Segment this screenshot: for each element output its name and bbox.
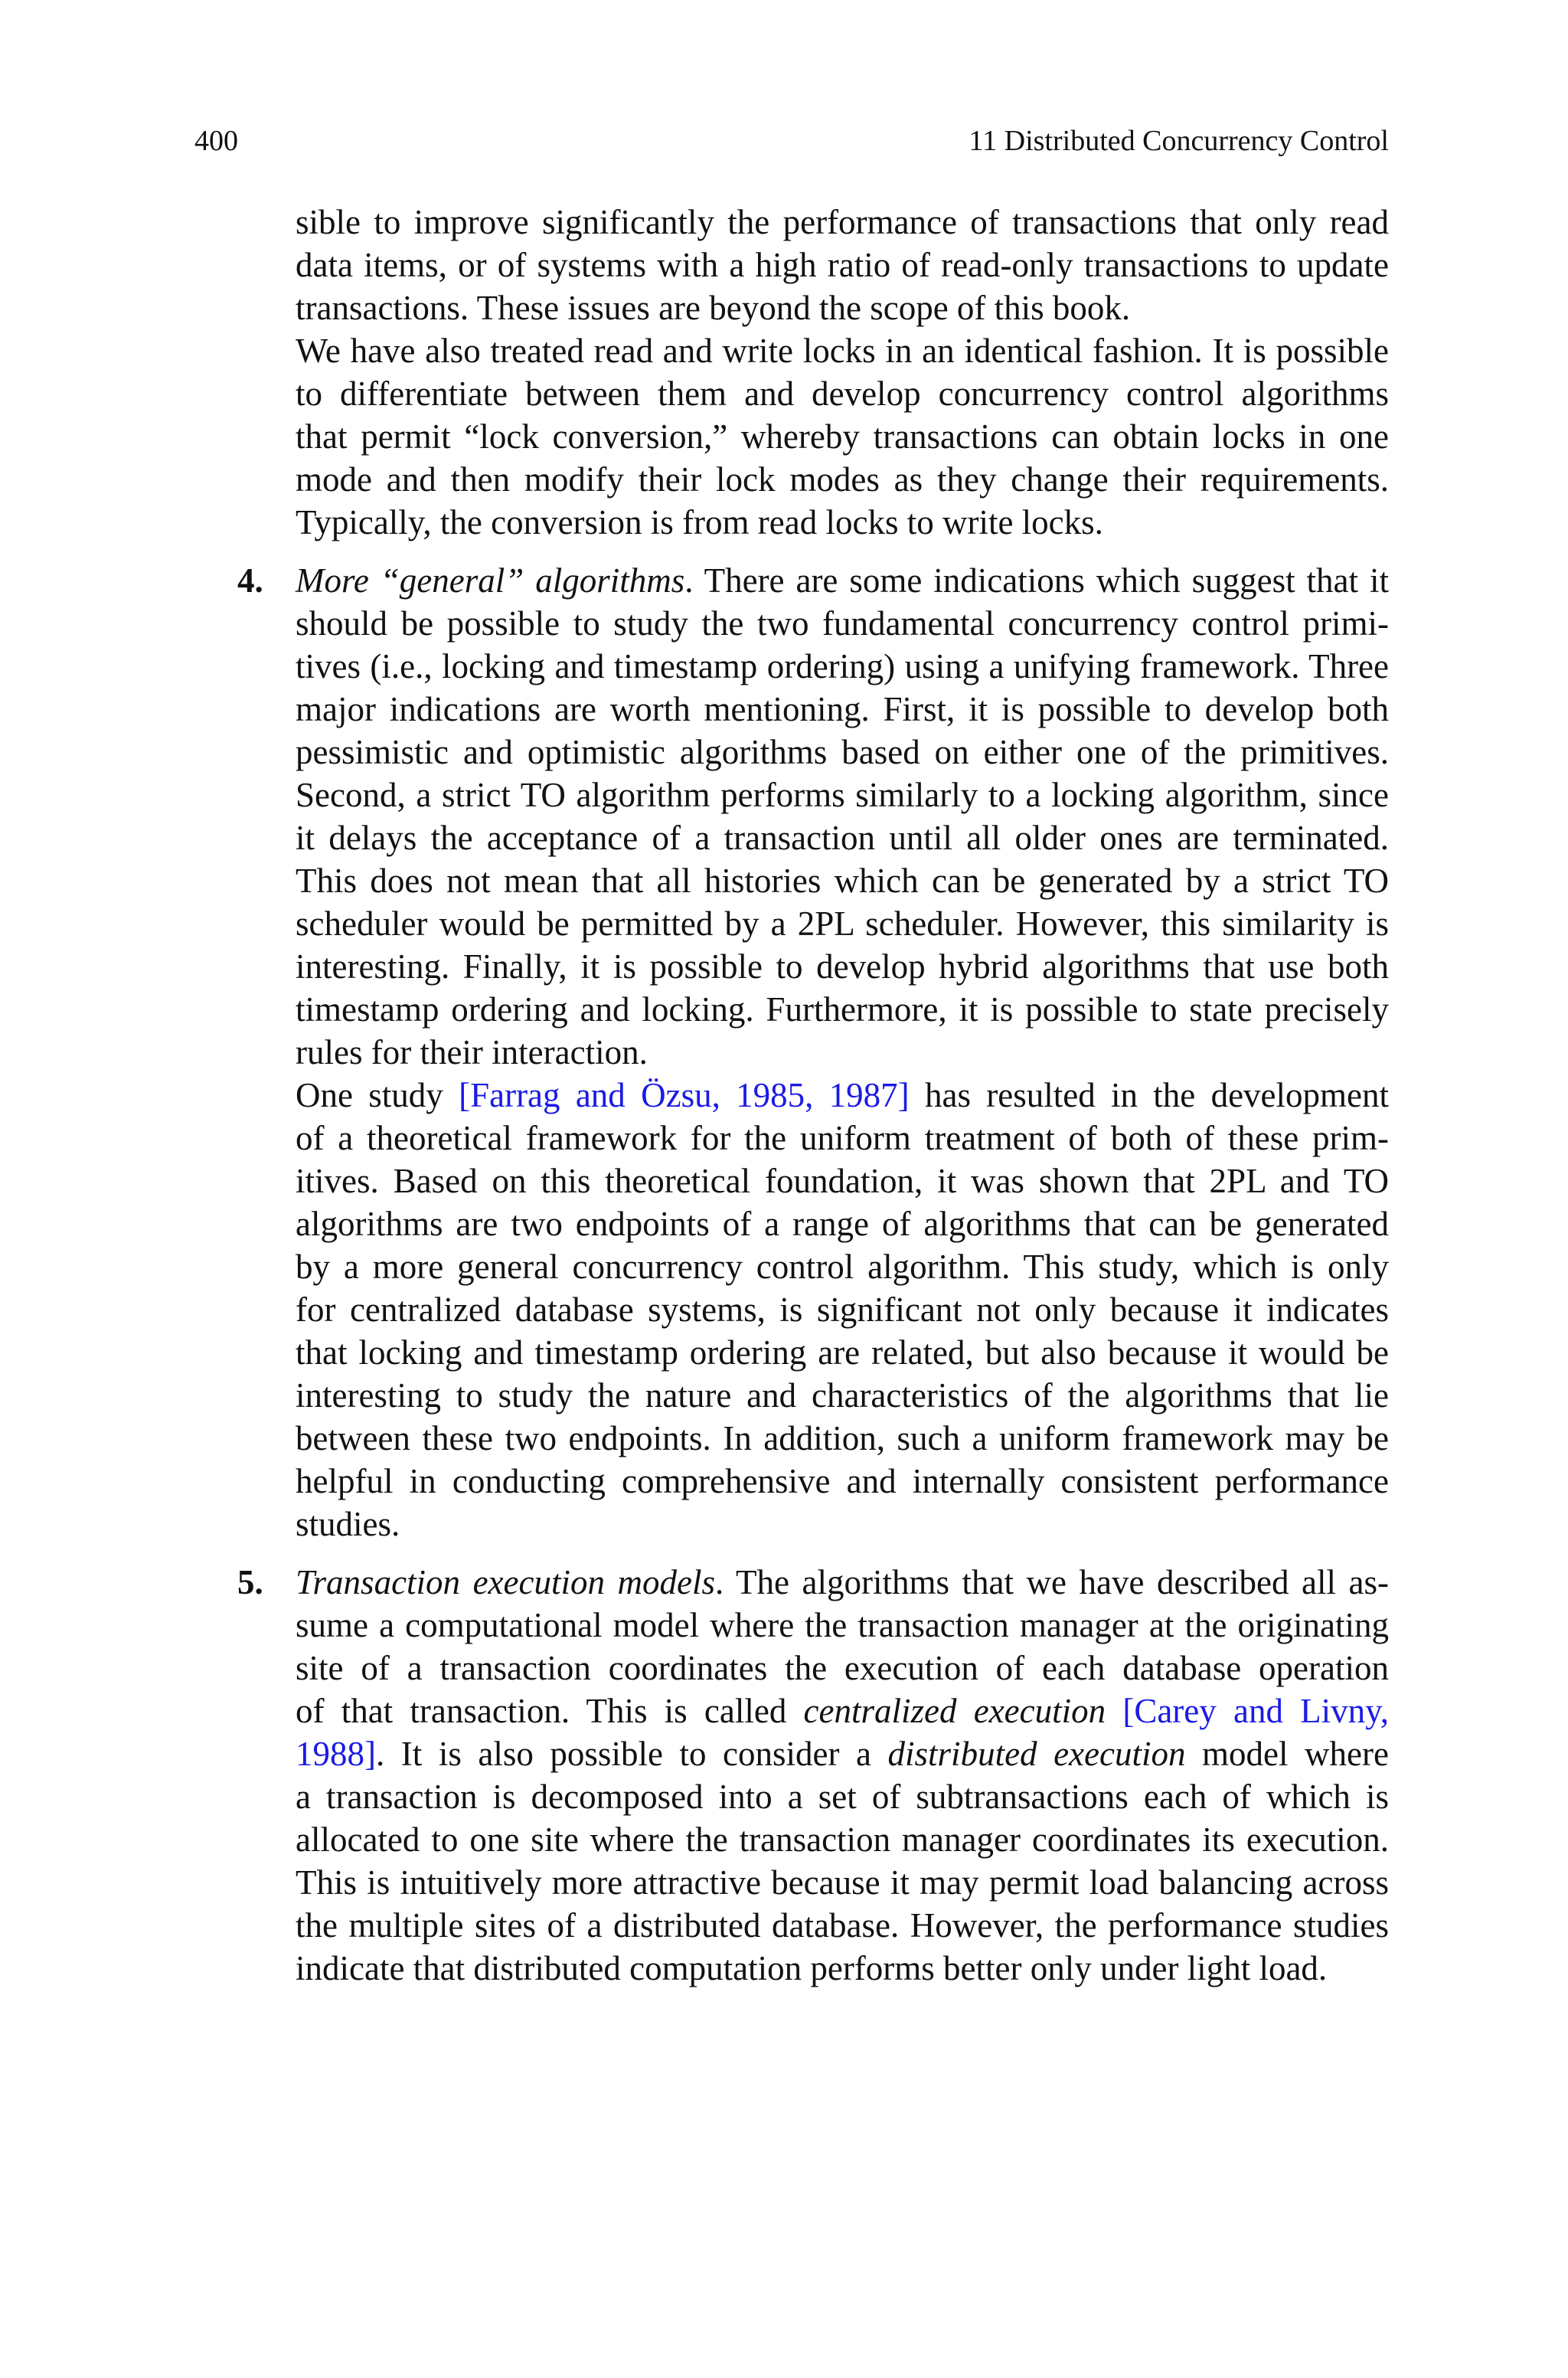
text-line	[296, 1732, 1389, 1775]
text-span: This is intuitively more attractive because it may permit load balancing across	[296, 1863, 1389, 1902]
text-line	[296, 1417, 1389, 1460]
text-span: between these two endpoints. In addition, such a uniform framework may be	[296, 1419, 1389, 1457]
text-span: pessimistic and optimistic algorithms based on either one of the primitives.	[296, 733, 1389, 771]
text-span: interesting. Finally, it is possible to develop hybrid algorithms that use both	[296, 947, 1389, 986]
text-span: . It is also possible to consider a	[376, 1735, 888, 1773]
text-span: . There are some indications which suggest that it	[684, 561, 1389, 600]
text-line	[296, 945, 1389, 988]
text-span: the multiple sites of a distributed database. However, the performance studies	[296, 1906, 1389, 1945]
text-line	[296, 602, 1389, 645]
text-span: rules for their interaction.	[296, 1033, 648, 1071]
text-span: model where	[1185, 1735, 1389, 1773]
citation-link[interactable]: [Carey and Livny,	[1122, 1692, 1389, 1730]
text-span: . The algorithms that we have described all as-	[715, 1563, 1389, 1601]
text-span: a transaction is decomposed into a set of subtransactions each of which is	[296, 1778, 1389, 1816]
citation-link[interactable]: 1988]	[296, 1735, 376, 1773]
text-span: of that transaction. This is called	[296, 1692, 804, 1730]
text-line	[296, 1503, 1389, 1546]
text-span: data items, or of systems with a high ratio of read-only transactions to update	[296, 246, 1389, 284]
text-span: indicate that distributed computation performs better only under light load.	[296, 1949, 1328, 1987]
list-item-number: 5.	[237, 1563, 263, 1601]
text-line	[296, 645, 1389, 688]
text-span: allocated to one site where the transaction manager coordinates its execution.	[296, 1820, 1389, 1859]
text-line	[296, 1245, 1389, 1288]
text-line	[296, 1074, 1389, 1117]
text-span: that permit “lock conversion,” whereby transactions can obtain locks in one	[296, 417, 1389, 456]
text-span: for centralized database systems, is significant not only because it indicates	[296, 1290, 1389, 1329]
italic-text: distributed execution	[887, 1735, 1186, 1773]
text-line	[296, 1374, 1389, 1417]
text-span: itives. Based on this theoretical foundation, it was shown that 2PL and TO	[296, 1162, 1389, 1200]
text-line	[296, 329, 1389, 372]
text-span: algorithms are two endpoints of a range of algorithms that can be generated	[296, 1205, 1389, 1243]
text-line	[296, 1117, 1389, 1160]
list-item	[237, 559, 1389, 1074]
text-span: studies.	[296, 1505, 400, 1543]
text-span	[1106, 1692, 1122, 1730]
text-span: sible to improve significantly the performance of transactions that only read	[296, 203, 1389, 241]
text-line	[296, 859, 1389, 902]
text-line	[296, 372, 1389, 415]
text-span: One study	[296, 1076, 459, 1114]
text-span: transactions. These issues are beyond the scope of this book.	[296, 289, 1131, 327]
citation-link[interactable]: [Farrag and Özsu, 1985, 1987]	[459, 1076, 910, 1114]
page-number: 400	[194, 125, 238, 157]
list-item-number: 4.	[237, 561, 263, 600]
text-span: Second, a strict TO algorithm performs similarly to a locking algorithm, since	[296, 776, 1389, 814]
text-line	[296, 688, 1389, 731]
text-line	[296, 816, 1389, 859]
text-line	[296, 774, 1389, 816]
text-line	[296, 559, 1389, 602]
text-span: timestamp ordering and locking. Furthermore, it is possible to state precisely	[296, 990, 1389, 1029]
text-line	[296, 286, 1389, 329]
text-line	[296, 1904, 1389, 1947]
text-span: mode and then modify their lock modes as they change their requirements.	[296, 460, 1389, 499]
text-line	[296, 1647, 1389, 1689]
text-span: We have also treated read and write locks in an identical fashion. It is possible	[296, 332, 1389, 370]
text-line	[296, 1689, 1389, 1732]
text-line	[296, 201, 1389, 244]
text-line	[296, 1460, 1389, 1503]
text-span: by a more general concurrency control algorithm. This study, which is only	[296, 1248, 1389, 1286]
list-item	[237, 1561, 1389, 1990]
text-span: site of a transaction coordinates the execution of each database operation	[296, 1649, 1389, 1687]
running-head: 11 Distributed Concurrency Control	[969, 125, 1389, 157]
text-line	[296, 1331, 1389, 1374]
body-text	[237, 201, 1390, 1990]
text-line	[296, 1561, 1389, 1604]
text-span: helpful in conducting comprehensive and internally consistent performance	[296, 1462, 1389, 1500]
text-span: of a theoretical framework for the uniform treatment of both of these prim-	[296, 1119, 1389, 1157]
text-line	[296, 1604, 1389, 1647]
text-line	[296, 731, 1389, 774]
text-line	[296, 1288, 1389, 1331]
text-line	[296, 1861, 1389, 1904]
text-span: that locking and timestamp ordering are related, but also because it would be	[296, 1333, 1389, 1372]
text-span: Typically, the conversion is from read locks to write locks.	[296, 503, 1103, 541]
text-line	[296, 1947, 1389, 1990]
text-span: should be possible to study the two fundamental concurrency control primi-	[296, 604, 1389, 643]
paragraph	[296, 1074, 1389, 1546]
text-line	[296, 1818, 1389, 1861]
text-span: interesting to study the nature and characteristics of the algorithms that lie	[296, 1376, 1389, 1415]
text-span: sume a computational model where the transaction manager at the originating	[296, 1606, 1389, 1644]
italic-text: Transaction execution models	[296, 1563, 716, 1601]
text-line	[296, 458, 1389, 501]
text-span: major indications are worth mentioning. First, it is possible to develop both	[296, 690, 1389, 728]
text-span: to differentiate between them and develop concurrency control algorithms	[296, 375, 1389, 413]
text-line	[296, 244, 1389, 286]
text-line	[296, 1160, 1389, 1202]
text-line	[296, 988, 1389, 1031]
italic-text: More “general” algorithms	[296, 561, 685, 600]
text-span: This does not mean that all histories which can be generated by a strict TO	[296, 862, 1389, 900]
text-line	[296, 415, 1389, 458]
text-line	[296, 1775, 1389, 1818]
text-line	[296, 902, 1389, 945]
text-span: it delays the acceptance of a transaction until all older ones are terminated.	[296, 819, 1389, 857]
text-span: scheduler would be permitted by a 2PL scheduler. However, this similarity is	[296, 904, 1389, 943]
italic-text: centralized execution	[803, 1692, 1106, 1730]
paragraph	[296, 329, 1389, 544]
text-line	[296, 1202, 1389, 1245]
text-span: tives (i.e., locking and timestamp ordering) using a unifying framework. Three	[296, 647, 1389, 685]
text-line	[296, 1031, 1389, 1074]
text-span: has resulted in the development	[909, 1076, 1390, 1114]
text-line	[296, 501, 1389, 544]
paragraph	[296, 201, 1389, 329]
